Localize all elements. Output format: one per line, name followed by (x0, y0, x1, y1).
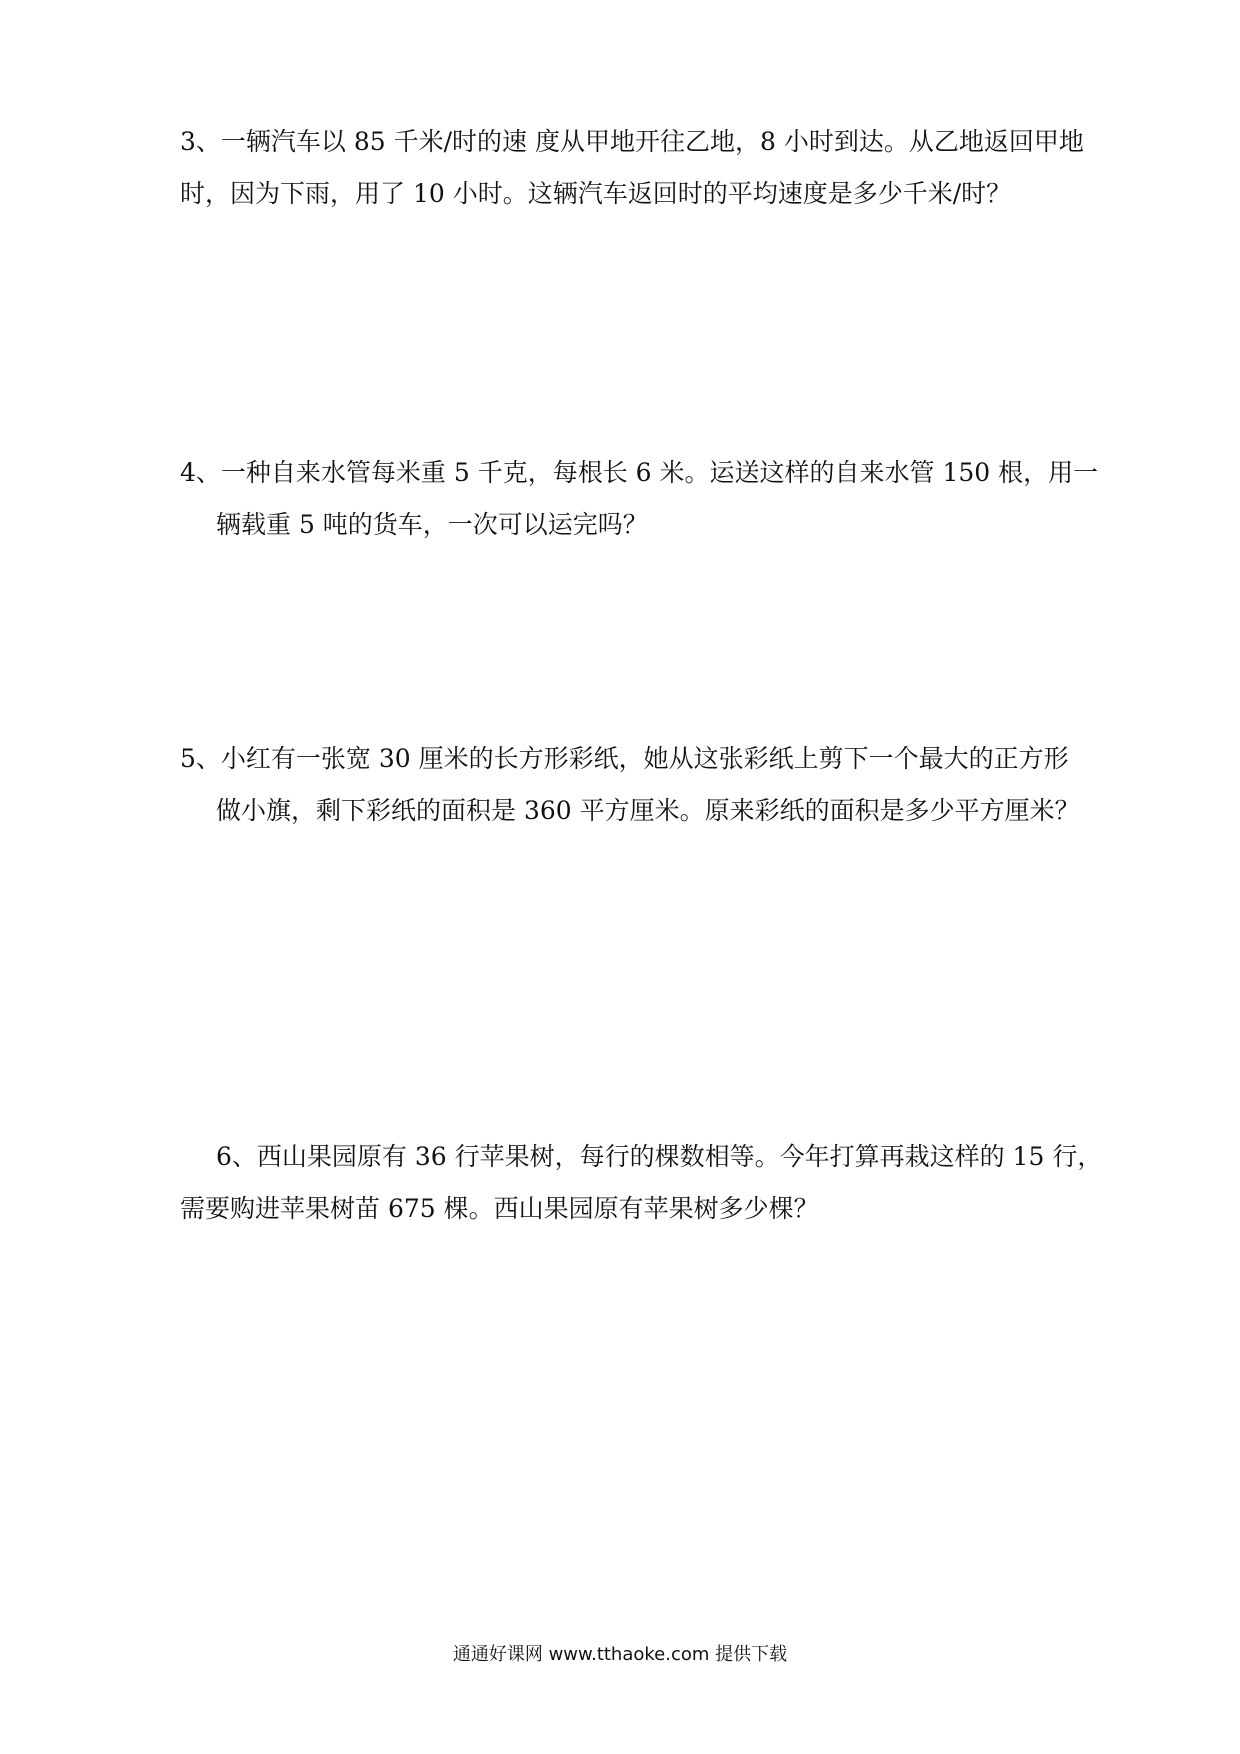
problem-6-line-1: 6、西山果园原有 36 行苹果树，每行的棵数相等。今年打算再栽这样的 15 行， (216, 1142, 1103, 1171)
footer-text: 通通好课网 www.tthaoke.com 提供下载 (452, 1644, 788, 1665)
problem-4-line-1: 4、一种自来水管每米重 5 千克，每根长 6 米。运送这样的自来水管 150 根，用一 (180, 458, 1099, 487)
problem-3 (180, 116, 1084, 220)
problem-5-line-2: 做小旗，剩下彩纸的面积是 360 平方厘米。原来彩纸的面积是多少平方厘米？ (216, 796, 1080, 825)
problem-3-line-2: 时，因为下雨，用了 10 小时。这辆汽车返回时的平均速度是多少千米/时？ (180, 179, 1012, 208)
problem-4-line-2: 辆载重 5 吨的货车，一次可以运完吗？ (216, 510, 648, 539)
problem-4 (180, 447, 1099, 551)
problem-5-line-1: 5、小红有一张宽 30 厘米的长方形彩纸，她从这张彩纸上剪下一个最大的正方形 (180, 744, 1069, 773)
problem-6 (180, 1131, 1103, 1235)
page-footer (0, 1640, 1240, 1666)
problem-5 (180, 733, 1080, 837)
problem-6-line-2: 需要购进苹果树苗 675 棵。西山果园原有苹果树多少棵？ (180, 1194, 819, 1223)
problem-3-line-1: 3、一辆汽车以 85 千米/时的速 度从甲地开往乙地，8 小时到达。从乙地返回甲地 (180, 127, 1084, 156)
